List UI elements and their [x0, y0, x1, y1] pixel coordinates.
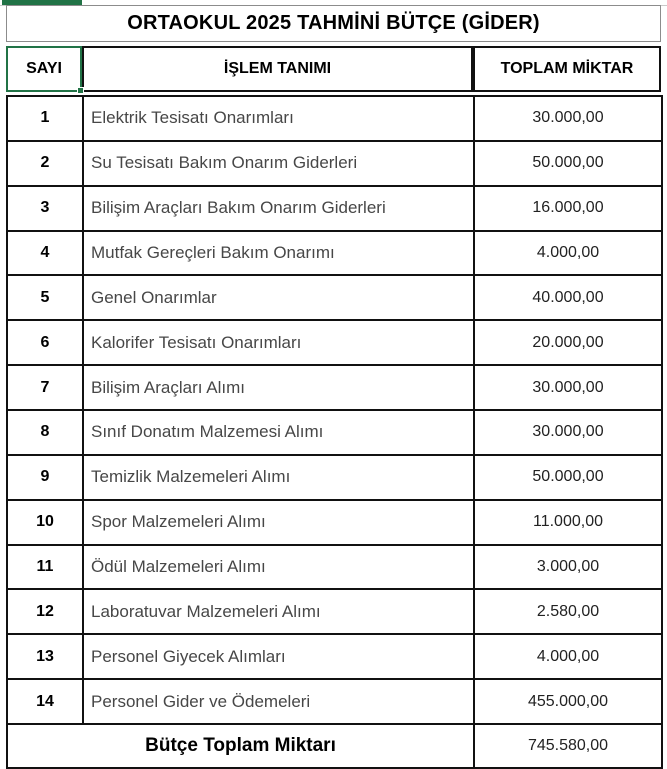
cell-amount[interactable]: 30.000,00	[474, 96, 662, 141]
cell-description[interactable]: Elektrik Tesisatı Onarımları	[83, 96, 474, 141]
cell-description[interactable]: Spor Malzemeleri Alımı	[83, 500, 474, 545]
header-cell-islem-tanimi[interactable]	[82, 46, 473, 92]
table-row	[7, 186, 662, 231]
cell-amount[interactable]: 30.000,00	[474, 365, 662, 410]
cell-description[interactable]: Ödül Malzemeleri Alımı	[83, 545, 474, 590]
table-row	[7, 141, 662, 186]
cell-row-number[interactable]: 9	[7, 455, 83, 500]
budget-table-body	[7, 96, 662, 768]
table-header-row	[6, 46, 661, 92]
table-row	[7, 410, 662, 455]
cell-amount[interactable]: 50.000,00	[474, 455, 662, 500]
header-cell-sayi[interactable]	[6, 46, 82, 92]
cell-amount[interactable]: 20.000,00	[474, 320, 662, 365]
cell-description[interactable]: Laboratuvar Malzemeleri Alımı	[83, 589, 474, 634]
cell-description[interactable]: Sınıf Donatım Malzemesi Alımı	[83, 410, 474, 455]
cell-description[interactable]: Su Tesisatı Bakım Onarım Giderleri	[83, 141, 474, 186]
cell-row-number[interactable]: 12	[7, 589, 83, 634]
table-row	[7, 545, 662, 590]
table-row	[7, 679, 662, 724]
header-label-sayi: SAYI	[26, 60, 62, 77]
cell-row-number[interactable]: 8	[7, 410, 83, 455]
cell-row-number[interactable]: 6	[7, 320, 83, 365]
cell-amount[interactable]: 3.000,00	[474, 545, 662, 590]
cell-description[interactable]: Temizlik Malzemeleri Alımı	[83, 455, 474, 500]
budget-title-cell[interactable]: ORTAOKUL 2025 TAHMİNİ BÜTÇE (GİDER)	[6, 5, 661, 42]
cell-row-number[interactable]: 3	[7, 186, 83, 231]
table-row	[7, 275, 662, 320]
cell-description[interactable]: Bilişim Araçları Alımı	[83, 365, 474, 410]
cell-amount[interactable]: 40.000,00	[474, 275, 662, 320]
total-row	[7, 724, 662, 768]
cell-amount[interactable]: 50.000,00	[474, 141, 662, 186]
cell-row-number[interactable]: 10	[7, 500, 83, 545]
budget-table	[6, 95, 663, 769]
cell-row-number[interactable]: 11	[7, 545, 83, 590]
cell-row-number[interactable]: 2	[7, 141, 83, 186]
cell-amount[interactable]: 4.000,00	[474, 231, 662, 276]
cell-description[interactable]: Mutfak Gereçleri Bakım Onarımı	[83, 231, 474, 276]
cell-description[interactable]: Personel Giyecek Alımları	[83, 634, 474, 679]
cell-row-number[interactable]: 7	[7, 365, 83, 410]
table-row	[7, 96, 662, 141]
cell-amount[interactable]: 455.000,00	[474, 679, 662, 724]
cell-amount[interactable]: 2.580,00	[474, 589, 662, 634]
total-amount-cell[interactable]: 745.580,00	[474, 724, 662, 768]
table-row	[7, 589, 662, 634]
cell-row-number[interactable]: 4	[7, 231, 83, 276]
cell-description[interactable]: Genel Onarımlar	[83, 275, 474, 320]
cell-amount[interactable]: 4.000,00	[474, 634, 662, 679]
selection-fill-handle[interactable]	[77, 87, 84, 94]
cell-row-number[interactable]: 1	[7, 96, 83, 141]
table-row	[7, 320, 662, 365]
cell-amount[interactable]: 11.000,00	[474, 500, 662, 545]
table-row	[7, 634, 662, 679]
cell-description[interactable]: Kalorifer Tesisatı Onarımları	[83, 320, 474, 365]
header-cell-toplam-miktar[interactable]	[473, 46, 661, 92]
header-label-islem-tanimi: İŞLEM TANIMI	[223, 60, 332, 77]
table-row	[7, 500, 662, 545]
cell-row-number[interactable]: 13	[7, 634, 83, 679]
header-label-toplam-miktar: TOPLAM MİKTAR	[500, 60, 634, 77]
table-row	[7, 365, 662, 410]
cell-amount[interactable]: 16.000,00	[474, 186, 662, 231]
table-row	[7, 455, 662, 500]
cell-row-number[interactable]: 5	[7, 275, 83, 320]
total-label-cell[interactable]: Bütçe Toplam Miktarı	[7, 724, 474, 768]
cell-description[interactable]: Bilişim Araçları Bakım Onarım Giderleri	[83, 186, 474, 231]
table-row	[7, 231, 662, 276]
cell-description[interactable]: Personel Gider ve Ödemeleri	[83, 679, 474, 724]
cell-amount[interactable]: 30.000,00	[474, 410, 662, 455]
cell-row-number[interactable]: 14	[7, 679, 83, 724]
